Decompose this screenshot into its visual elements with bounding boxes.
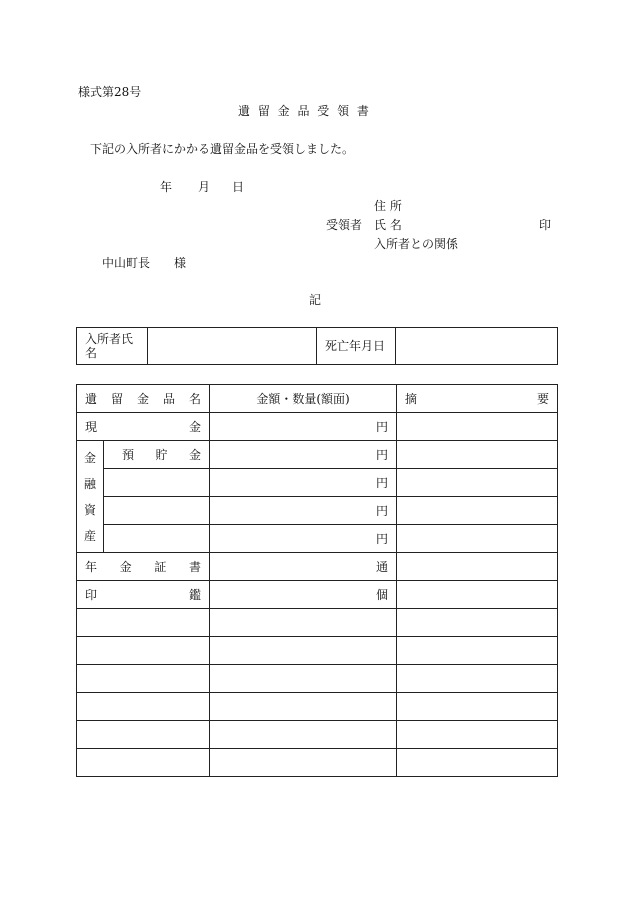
label-char-1: 年 [85, 559, 98, 574]
fa-char-2: 融 [83, 476, 96, 491]
fa-char-3: 資 [83, 502, 96, 517]
blank-amount-field[interactable] [210, 749, 397, 777]
pension-unit: 通 [376, 559, 389, 574]
asset-amount-field[interactable] [210, 469, 397, 497]
pension-count-field[interactable] [210, 553, 397, 581]
cash-char-1: 現 [85, 419, 98, 434]
seal-char-2: 鑑 [189, 587, 202, 602]
pension-label-text [85, 560, 201, 574]
blank-amount-field[interactable] [210, 637, 397, 665]
table-row [77, 609, 558, 637]
item-name-header-text [85, 392, 201, 406]
savings-amount-field[interactable] [210, 441, 397, 469]
asset-remarks-field[interactable] [397, 525, 558, 553]
blank-remarks-field[interactable] [397, 749, 558, 777]
table-row [77, 581, 558, 609]
resident-info-table [76, 327, 558, 365]
blank-item-field[interactable] [77, 693, 210, 721]
label-char-4: 品 [163, 391, 176, 406]
label-char-2: 貯 [155, 447, 168, 462]
asset-amount-field[interactable] [210, 525, 397, 553]
name-label: 氏 名 [374, 218, 402, 232]
label-char-4: 書 [188, 559, 201, 574]
blank-item-field[interactable] [77, 665, 210, 693]
death-date-field[interactable] [396, 328, 558, 365]
blank-remarks-field[interactable] [397, 665, 558, 693]
seal-char-1: 印 [85, 587, 98, 602]
blank-remarks-field[interactable] [397, 693, 558, 721]
table-row [77, 525, 558, 553]
blank-remarks-field[interactable] [397, 637, 558, 665]
asset-unit: 円 [376, 475, 389, 490]
cash-remarks-field[interactable] [397, 413, 558, 441]
asset-name-field[interactable] [104, 525, 210, 553]
blank-item-field[interactable] [77, 637, 210, 665]
resident-name-label: 入所者氏名 [77, 328, 148, 365]
items-table [76, 384, 558, 777]
blank-amount-field[interactable] [210, 721, 397, 749]
label-char-2: 留 [111, 391, 124, 406]
ki-heading: 記 [309, 293, 322, 307]
savings-label-text [122, 448, 201, 462]
header-remarks [397, 385, 558, 413]
financial-assets-label [77, 441, 104, 553]
receiver-label: 受領者 [326, 218, 363, 232]
seal-count-field[interactable] [210, 581, 397, 609]
label-char-3: 金 [137, 391, 150, 406]
asset-remarks-field[interactable] [397, 497, 558, 525]
seal-stamp-label [77, 581, 210, 609]
statement: 下記の入所者にかかる遺留金品を受領しました。 [90, 142, 355, 156]
fa-char-1: 金 [83, 450, 96, 465]
death-date-label: 死亡年月日 [317, 328, 396, 365]
seal-unit: 個 [376, 587, 389, 602]
date-year-label: 年 [160, 180, 173, 194]
label-char-3: 金 [189, 447, 202, 462]
seal-remarks-field[interactable] [397, 581, 558, 609]
form-number: 様式第28号 [78, 85, 142, 99]
remarks-char-2: 要 [537, 391, 550, 406]
table-row [77, 721, 558, 749]
table-row [77, 665, 558, 693]
savings-unit: 円 [376, 447, 389, 462]
header-amount: 金額・数量(額面) [210, 385, 397, 413]
remarks-header-text [405, 392, 549, 406]
table-row [77, 749, 558, 777]
asset-name-field[interactable] [104, 469, 210, 497]
date-day-label: 日 [232, 180, 245, 194]
resident-name-field[interactable] [148, 328, 317, 365]
table-row [77, 413, 558, 441]
blank-item-field[interactable] [77, 609, 210, 637]
label-char-5: 名 [189, 391, 202, 406]
blank-remarks-field[interactable] [397, 609, 558, 637]
seal-mark: 印 [539, 218, 552, 232]
date-month-label: 月 [198, 180, 211, 194]
table-header-row [77, 385, 558, 413]
asset-unit: 円 [376, 531, 389, 546]
relation-label: 入所者との関係 [374, 237, 459, 251]
label-char-1: 遺 [85, 391, 98, 406]
cash-label [77, 413, 210, 441]
label-char-2: 金 [119, 559, 132, 574]
blank-remarks-field[interactable] [397, 721, 558, 749]
fa-char-4: 産 [83, 528, 96, 543]
table-row [77, 553, 558, 581]
savings-label [104, 441, 210, 469]
document-title [238, 104, 390, 118]
label-char-1: 預 [122, 447, 135, 462]
cash-char-2: 金 [189, 419, 202, 434]
table-row [77, 441, 558, 469]
savings-remarks-field[interactable] [397, 441, 558, 469]
table-row [77, 637, 558, 665]
asset-name-field[interactable] [104, 497, 210, 525]
addressee: 中山町長 様 [102, 256, 187, 270]
blank-amount-field[interactable] [210, 609, 397, 637]
table-row [77, 497, 558, 525]
asset-remarks-field[interactable] [397, 469, 558, 497]
blank-item-field[interactable] [77, 749, 210, 777]
header-item-name [77, 385, 210, 413]
blank-amount-field[interactable] [210, 693, 397, 721]
blank-item-field[interactable] [77, 721, 210, 749]
table-row [77, 469, 558, 497]
remarks-char-1: 摘 [405, 391, 418, 406]
label-char-3: 証 [154, 559, 167, 574]
blank-amount-field[interactable] [210, 665, 397, 693]
pension-remarks-field[interactable] [397, 553, 558, 581]
title-text: 遺 留 金 品 受 領 書 [238, 104, 369, 118]
cash-amount-field[interactable] [210, 413, 397, 441]
cash-unit: 円 [376, 419, 389, 434]
pension-certificate-label [77, 553, 210, 581]
table-row [77, 693, 558, 721]
asset-unit: 円 [376, 503, 389, 518]
asset-amount-field[interactable] [210, 497, 397, 525]
address-label: 住 所 [374, 199, 402, 213]
